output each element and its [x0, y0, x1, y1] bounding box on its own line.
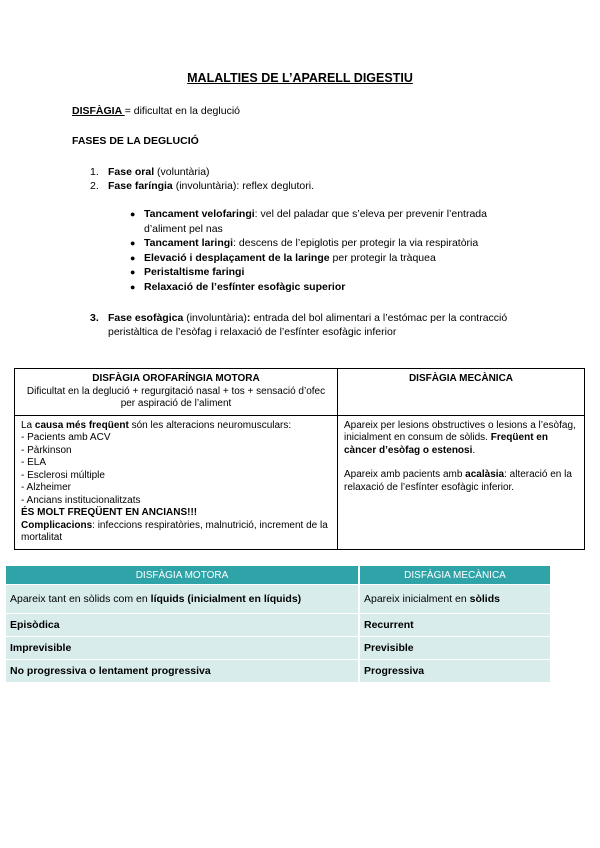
text-span: . [472, 444, 476, 456]
cause-item: - Pàrkinson [21, 444, 72, 456]
phase-number: 1. [90, 166, 99, 178]
comparison-table-detailed [14, 368, 585, 550]
table-cell [359, 585, 551, 614]
phases-list [90, 165, 314, 193]
table-cell [359, 614, 551, 637]
subphase-name: Peristaltisme faringi [144, 266, 245, 278]
phase-desc: (involuntària): reflex deglutori. [172, 180, 315, 192]
text-bold: Freqüent en càncer d’esòfag o estenosi [344, 432, 548, 456]
spacer [344, 457, 578, 469]
phase-number: 2. [90, 180, 99, 192]
phase-name: Fase faríngia [108, 180, 173, 192]
emphasis-text [21, 507, 331, 520]
text-bold: Progressiva [364, 665, 425, 677]
comparison-table-summary [6, 566, 552, 682]
header-motor: DISFÀGIA MOTORA [6, 566, 359, 585]
phase-number: 3. [90, 312, 99, 324]
subphase-desc: : descens de l’epiglotis per protegir la via respiratòria [233, 237, 479, 249]
text-bold: líquids (inicialment en líquids) [150, 593, 302, 605]
motor-cell [15, 415, 338, 549]
text-bold: Recurrent [364, 619, 414, 631]
text-bold: ÉS MOLT FREQÜENT EN ANCIANS!!! [21, 507, 198, 518]
text-span: La [21, 419, 35, 431]
text-bold: Episòdica [10, 619, 60, 631]
cause-item: - Alzheimer [21, 482, 72, 493]
subphase-item [130, 236, 520, 251]
definition-text: = dificultat en la deglució [124, 105, 240, 117]
table-cell [6, 637, 359, 660]
text-bold: Previsible [364, 642, 414, 654]
subphase-name: Tancament velofaringi [144, 208, 255, 220]
mechanical-paragraph-2 [344, 469, 578, 494]
table-cell [6, 585, 359, 614]
causes-intro [21, 420, 331, 433]
page-title: MALALTIES DE L’APARELL DIGESTIU [187, 71, 413, 85]
text-bold: sòlids [469, 593, 500, 605]
phase-paren: (involuntària) [183, 312, 247, 324]
cause-item: - Esclerosi múltiple [21, 469, 105, 481]
cause-item: - Ancians institucionalitzats [21, 494, 141, 506]
subphase-item [130, 280, 520, 295]
complications-text [21, 520, 331, 545]
text-span: Apareix amb pacients amb [344, 469, 466, 480]
header-motor-subtitle: Dificultat en la deglució + regurgitació nasal + tos + sensació d’ofec per aspiració de l’aliment [26, 385, 326, 409]
text-span: Apareix inicialment en [364, 593, 470, 605]
subphase-item [130, 251, 520, 266]
text-span: : alteració en la relaxació de l’esfínter esofàgic inferior. [344, 469, 572, 493]
text-span: Apareix per lesions obstructives o lesions a l’esòfag, inicialment en consum de sòlids. [344, 419, 576, 443]
bullet-icon: ● [130, 267, 136, 277]
text-bold: No progressiva o lentament progressiva [10, 665, 211, 677]
bullet-icon: ● [130, 238, 136, 248]
header-motor-title: DISFÀGIA OROFARÍNGIA MOTORA [92, 373, 260, 384]
phase-name: Fase esofàgica [108, 312, 184, 324]
phase-colon: : [246, 312, 251, 324]
subphase-desc: per protegir la tràquea [329, 251, 436, 264]
phase-name: Fase oral [108, 166, 155, 178]
table-cell [6, 614, 359, 637]
text-span: són les alteracions neuromusculars: [128, 419, 292, 431]
phase-desc: (voluntària) [154, 166, 210, 178]
mechanical-cell [338, 415, 585, 549]
bullet-icon: ● [130, 209, 136, 219]
phase-item-3 [90, 311, 510, 339]
table-row [15, 415, 585, 549]
table-row [6, 585, 551, 614]
text-bold: Imprevisible [10, 642, 72, 654]
phase-item [90, 179, 314, 193]
phase-desc: entrada del bol alimentari a l’estómac per la contracció peristàltica de l’esòfag i relaxació de l’esfínter esofàgic inferior [108, 312, 508, 338]
header-mechanical [338, 369, 585, 416]
text-bold: Complicacions [21, 519, 93, 531]
definition-term: DISFÀGIA [72, 105, 125, 117]
header-mechanical: DISFÀGIA MECÀNICA [359, 566, 551, 585]
cause-item: - Pacients amb ACV [21, 432, 111, 443]
cause-item: - ELA [21, 457, 47, 468]
text-span: : infeccions respiratòries, malnutrició, increment de la mortalitat [21, 519, 328, 543]
subphase-name: Elevació i desplaçament de la laringe [144, 251, 330, 264]
phases-heading: FASES DE LA DEGLUCIÓ [72, 135, 199, 147]
table-cell [359, 637, 551, 660]
text-bold: acalàsia [465, 469, 505, 480]
subphase-name: Relaxació de l’esfínter esofàgic superior [144, 280, 346, 293]
subphase-item [130, 265, 520, 280]
subphase-desc: : vel del paladar que s’eleva per prevenir l’entrada d’aliment pel nas [144, 208, 487, 235]
table-cell [359, 660, 551, 683]
table-header-row [15, 369, 585, 416]
header-mechanical-title: DISFÀGIA MECÀNICA [408, 373, 514, 384]
table-row [6, 614, 551, 637]
mechanical-paragraph-1 [344, 420, 578, 458]
header-motor [15, 369, 338, 416]
table-cell [6, 660, 359, 683]
definition [72, 105, 240, 117]
phase-item [90, 165, 314, 179]
table-row [6, 637, 551, 660]
subphases-list [130, 207, 520, 294]
text-bold: causa més freqüent [34, 419, 129, 431]
subphase-item [130, 207, 520, 236]
text-span: Apareix tant en sòlids com en [10, 593, 151, 605]
table-header-row [6, 566, 551, 585]
subphase-name: Tancament laringi [144, 237, 234, 249]
bullet-icon: ● [130, 281, 136, 292]
table-row [6, 660, 551, 683]
bullet-icon: ● [130, 252, 136, 263]
